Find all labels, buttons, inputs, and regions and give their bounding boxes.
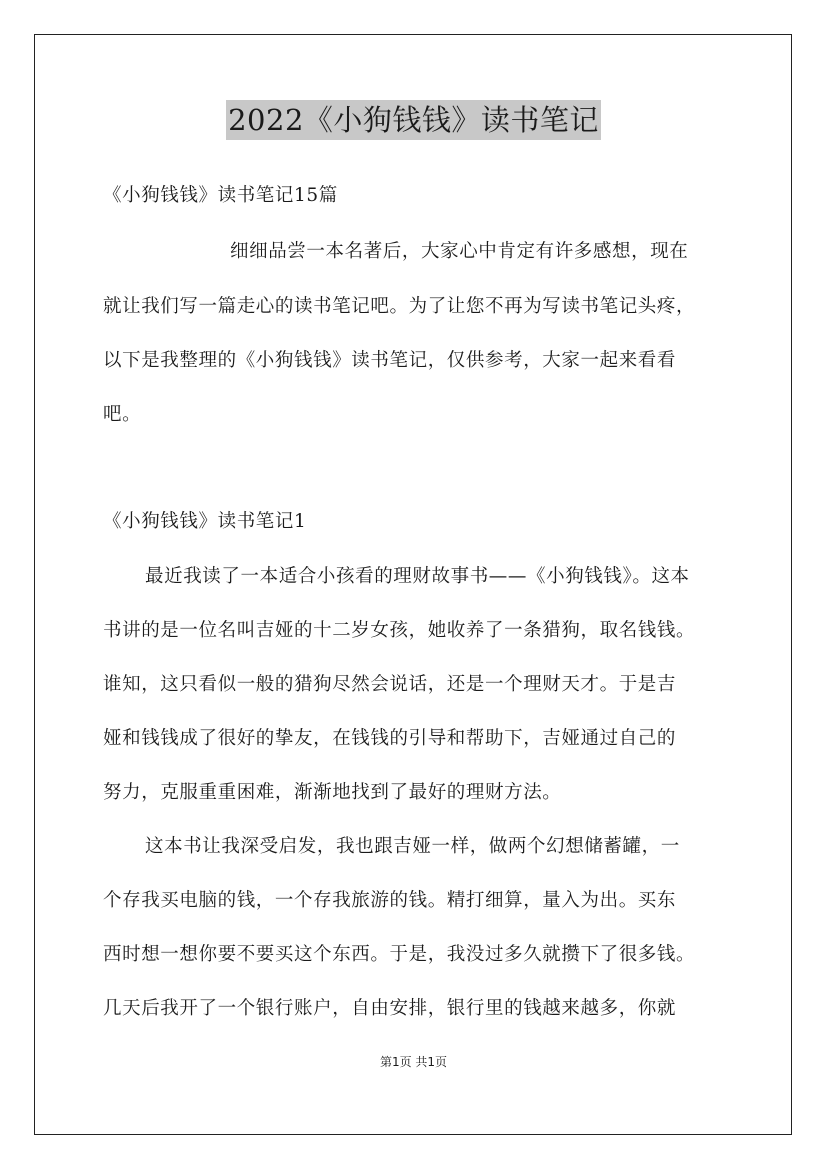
- paragraph-line: 几天后我开了一个银行账户，自由安排，银行里的钱越来越多，你就: [103, 998, 677, 1019]
- document-title: 2022《小狗钱钱》读书笔记: [226, 100, 601, 140]
- intro-line: 就让我们写一篇走心的读书笔记吧。为了让您不再为写读书笔记头疼，: [103, 296, 696, 317]
- paragraph-line: 这本书让我深受启发，我也跟吉娅一样，做两个幻想储蓄罐，一: [145, 836, 680, 857]
- paragraph-line: 谁知，这只看似一般的猎狗尽然会说话，还是一个理财天才。于是吉: [103, 674, 677, 695]
- intro-line: 细细品尝一本名著后，大家心中肯定有许多感想，现在: [230, 241, 689, 262]
- section-heading: 《小狗钱钱》读书笔记1: [103, 511, 307, 532]
- subtitle: 《小狗钱钱》读书笔记15篇: [103, 185, 338, 206]
- intro-line: 吧。: [103, 404, 142, 425]
- paragraph-line: 书讲的是一位名叫吉娅的十二岁女孩，她收养了一条猎狗，取名钱钱。: [103, 620, 696, 641]
- page-footer: 第1页 共1页: [379, 1055, 448, 1069]
- paragraph-line: 个存我买电脑的钱，一个存我旅游的钱。精打细算，量入为出。买东: [103, 890, 677, 911]
- intro-line: 以下是我整理的《小狗钱钱》读书笔记，仅供参考，大家一起来看看: [103, 350, 677, 371]
- document-title-wrap: [0, 100, 827, 140]
- paragraph-line: 最近我读了一本适合小孩看的理财故事书——《小狗钱钱》。这本: [145, 566, 690, 587]
- paragraph-line: 努力，克服重重困难，渐渐地找到了最好的理财方法。: [103, 782, 562, 803]
- paragraph-line: 娅和钱钱成了很好的挚友，在钱钱的引导和帮助下，吉娅通过自己的: [103, 728, 677, 749]
- paragraph-line: 西时想一想你要不要买这个东西。于是，我没过多久就攒下了很多钱。: [103, 944, 696, 965]
